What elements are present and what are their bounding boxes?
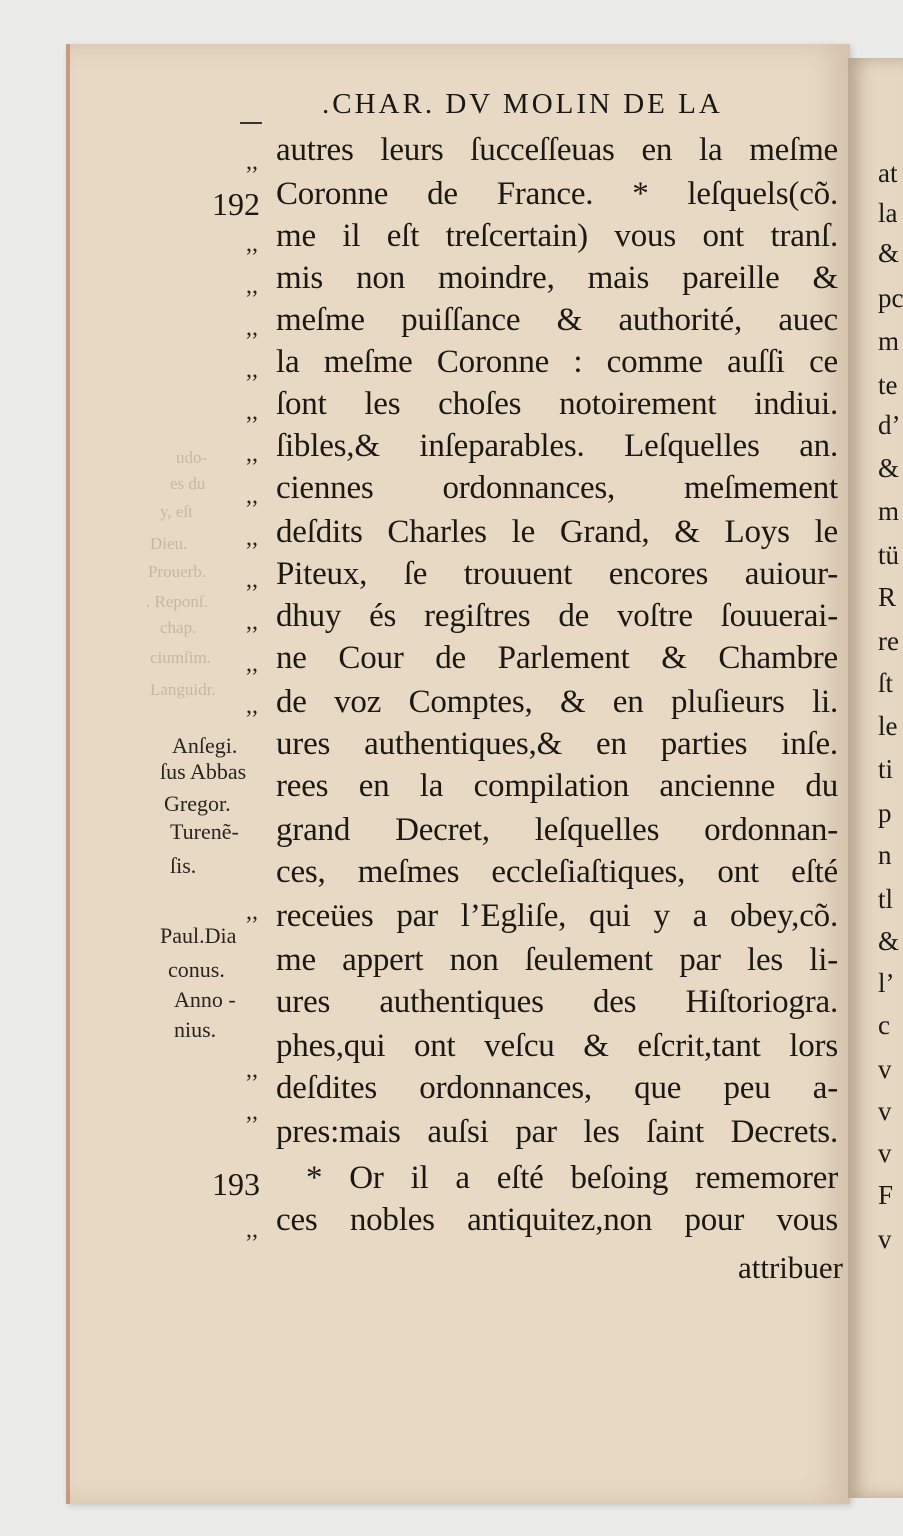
text-line: deſdits Charles le Grand, & Loys le	[276, 514, 838, 550]
header-rule	[240, 122, 262, 124]
right-page-fragment: le	[878, 711, 898, 741]
bleed-through-text: udo-	[176, 448, 208, 467]
catchword: attribuer	[737, 1250, 843, 1285]
text-line: ſibles,& inſeparables. Leſquelles an.	[276, 428, 838, 464]
text-line: ces, meſmes eccleſiaſtiques, ont eſté	[276, 854, 838, 890]
right-page-fragment: d’	[878, 410, 901, 440]
right-page-fragment: p	[878, 798, 892, 828]
bleed-through-text: Languidr.	[150, 680, 216, 699]
margin-note-ansegise: ſus Abbas	[160, 759, 247, 784]
text-line: deſdites ordonnances, que peu a-	[276, 1070, 838, 1106]
text-line: Coronne de France. * leſquels(cõ.	[276, 176, 838, 212]
quote-mark: ,,	[246, 399, 258, 425]
text-line: autres leurs ſucceſſeuas en la meſme	[276, 132, 838, 168]
bleed-through-text: . Reponſ.	[146, 592, 208, 611]
bleed-through-text: ciumſim.	[150, 648, 211, 667]
right-page-fragment: n	[878, 840, 892, 870]
text-line: phes,qui ont veſcu & eſcrit,tant lors	[276, 1028, 838, 1064]
text-line: pres:mais auſsi par les ſaint Decrets.	[276, 1114, 838, 1150]
quote-mark: ,,	[246, 567, 258, 593]
text-line: grand Decret, leſquelles ordonnan-	[276, 812, 838, 848]
text-line: me appert non ſeulement par les li-	[276, 942, 838, 978]
bleed-through-text: y, eſt	[160, 502, 193, 521]
text-line: ciennes ordonnances, meſmement	[276, 470, 838, 506]
text-line: * Or il a eſté beſoing rememorer	[306, 1160, 838, 1196]
right-page-fragment: v	[878, 1224, 892, 1254]
right-page-fragment: R	[878, 582, 897, 612]
text-line: la meſme Coronne : comme auſſi ce	[276, 344, 838, 380]
right-page-fragment: ti	[878, 754, 894, 784]
right-page-edge	[848, 58, 903, 1498]
text-line: Piteux, ſe trouuent encores auiour-	[276, 556, 838, 592]
bleed-through-text: chap.	[160, 618, 197, 637]
text-line: ures authentiques des Hiſtoriogra.	[276, 984, 838, 1020]
right-page-fragment: re	[878, 626, 899, 656]
right-page-fragment: v	[878, 1138, 892, 1168]
bleed-through-text: es du	[170, 474, 206, 493]
right-page-fragment: &	[878, 238, 900, 268]
right-page-fragment: c	[878, 1010, 890, 1040]
line-number-192: 192	[212, 186, 260, 222]
quote-mark: ,,	[246, 693, 258, 719]
quote-mark: ,,	[246, 315, 258, 341]
text-line: ures authentiques,& en parties inſe.	[276, 726, 838, 762]
right-page-fragment: m	[878, 326, 900, 356]
margin-note-annonius: nius.	[174, 1017, 217, 1042]
quote-mark: ,,	[246, 483, 258, 509]
bleed-through-text: Prouerb.	[148, 562, 207, 581]
margin-note-annonius: Anno -	[174, 987, 236, 1012]
text-line: ſont les choſes notoirement indiui.	[276, 386, 838, 422]
right-page-fragment: l’	[878, 968, 895, 998]
right-page-fragment: at	[878, 158, 898, 188]
quote-mark: ,,	[246, 273, 258, 299]
right-page-fragment: &	[878, 453, 900, 483]
quote-mark: ,,	[246, 1099, 258, 1125]
text-line: dhuy és regiſtres de voſtre ſouuerai-	[276, 598, 838, 634]
running-title: .CHAR. DV MOLIN DE LA	[322, 88, 723, 120]
line-number-193: 193	[212, 1166, 260, 1202]
margin-note-gregory: Gregor.	[164, 791, 231, 816]
margin-note-gregory: ſis.	[170, 853, 197, 878]
right-page-fragment: tü	[878, 540, 900, 570]
bleed-through-text: Dieu.	[150, 534, 188, 553]
right-page-fragment: ſt	[878, 668, 894, 698]
quote-mark: ,,	[246, 609, 258, 635]
right-page-fragment: m	[878, 496, 900, 526]
quote-mark: ,,	[246, 899, 258, 925]
text-line: de voz Comptes, & en pluſieurs li.	[276, 684, 838, 720]
right-page-fragment: tl	[878, 884, 894, 914]
quote-mark: ,,	[246, 651, 258, 677]
quote-mark: ,,	[246, 1217, 258, 1243]
right-page-fragment: pc	[878, 283, 903, 313]
right-page-fragment: v	[878, 1096, 892, 1126]
quote-mark: ,,	[246, 149, 258, 175]
right-page-fragment: &	[878, 926, 900, 956]
quote-mark: ,,	[246, 441, 258, 467]
right-page-fragment: te	[878, 370, 898, 400]
text-line: meſme puiſſance & authorité, auec	[276, 302, 838, 338]
right-page-fragment: F	[878, 1180, 894, 1210]
quote-mark: ,,	[246, 1057, 258, 1083]
text-line: rees en la compilation ancienne du	[276, 768, 838, 804]
margin-note-paul: Paul.Dia	[160, 923, 237, 948]
margin-note-gregory: Turenẽ-	[170, 819, 239, 844]
right-page-fragment: v	[878, 1054, 892, 1084]
quote-mark: ,,	[246, 525, 258, 551]
right-page-fragment: la	[878, 198, 898, 228]
text-line: ces nobles antiquitez,non pour vous	[276, 1202, 838, 1238]
margin-note-ansegise: Anſegi.	[172, 733, 238, 758]
quote-mark: ,,	[246, 357, 258, 383]
quote-mark: ,,	[246, 231, 258, 257]
text-line: ne Cour de Parlement & Chambre	[276, 640, 838, 676]
margin-note-paul: conus.	[168, 957, 225, 982]
text-line: mis non moindre, mais pareille &	[276, 260, 838, 296]
text-line: receües par l’Egliſe, qui y a obey,cõ.	[276, 898, 838, 934]
text-line: me il eſt treſcertain) vous ont tranſ.	[276, 218, 838, 254]
